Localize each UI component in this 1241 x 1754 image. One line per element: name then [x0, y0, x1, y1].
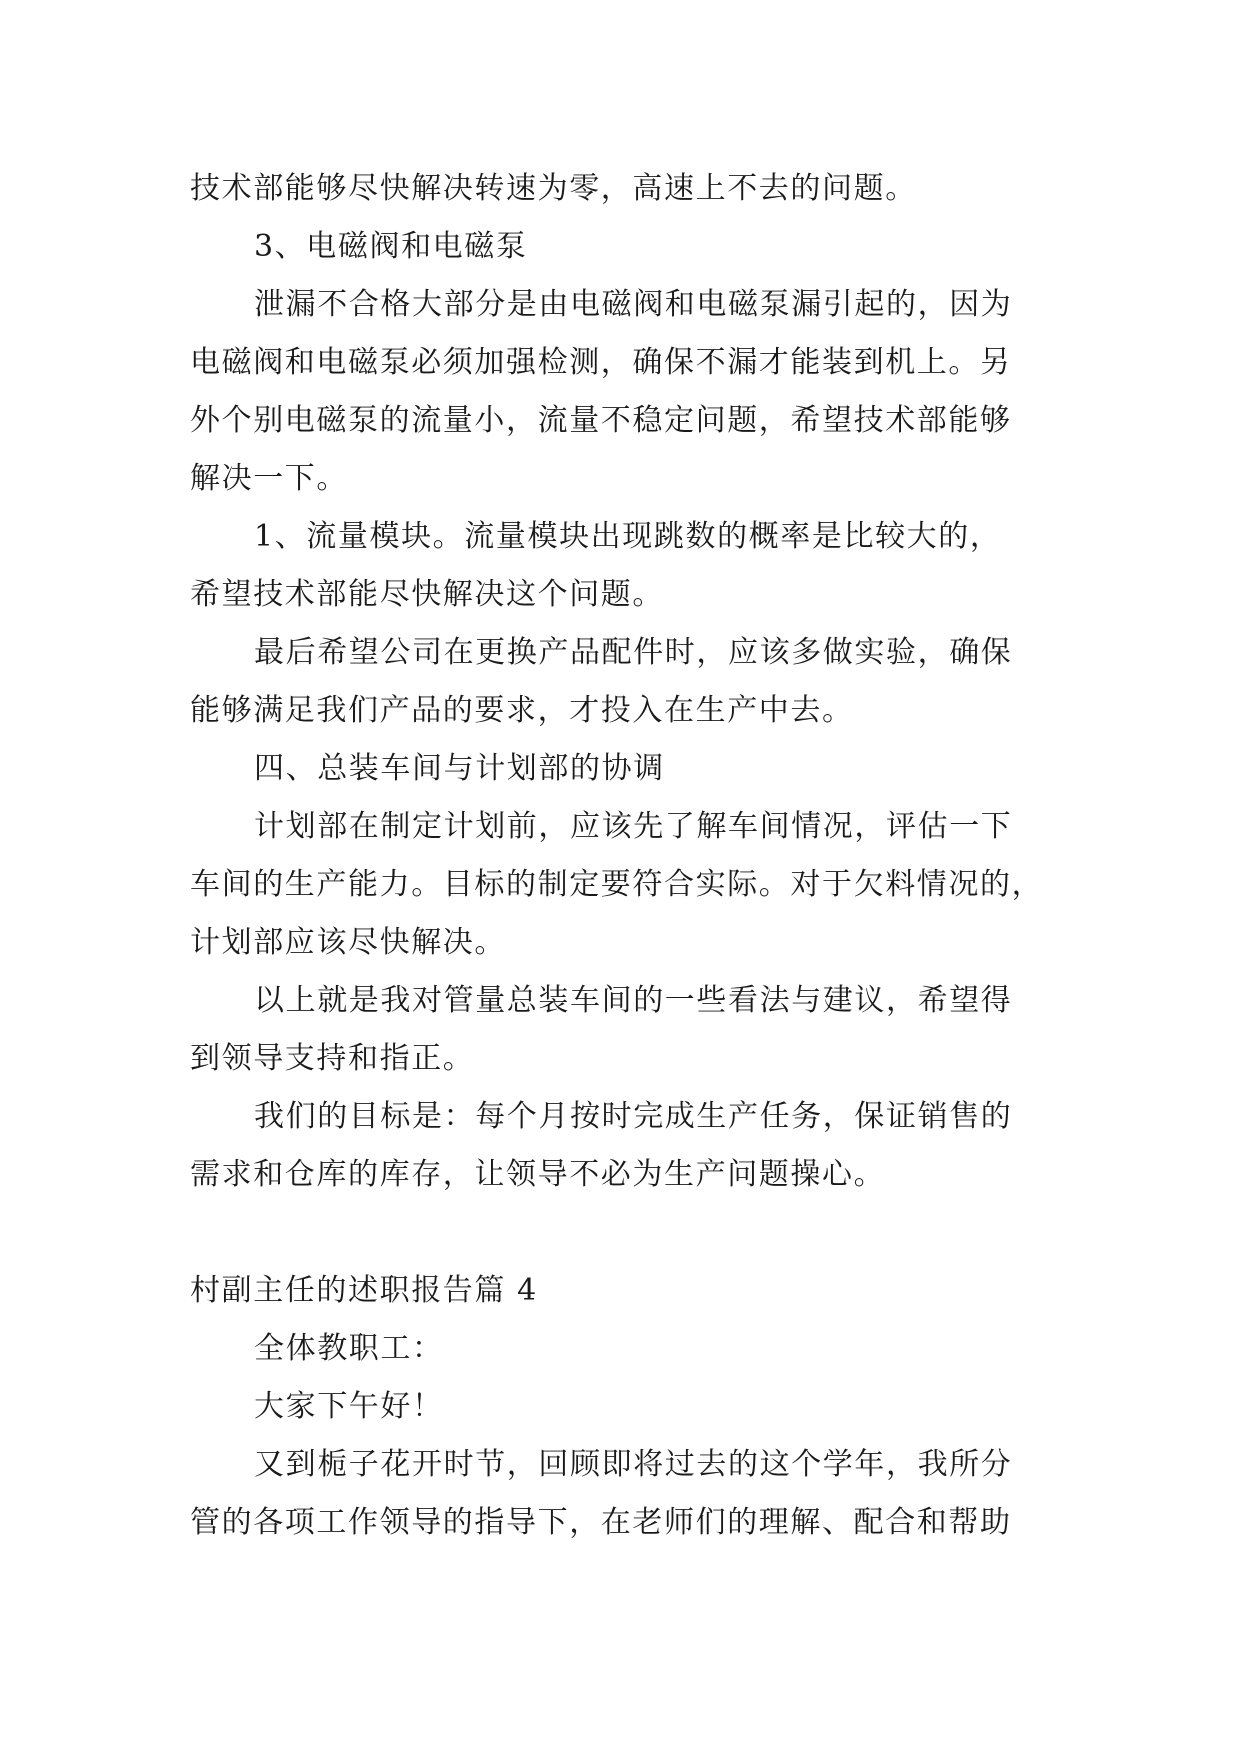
text-line: 3、电磁阀和电磁泵: [254, 229, 528, 264]
text-line: 外个别电磁泵的流量小，流量不稳定问题，希望技术部能够: [190, 403, 1012, 438]
text-line: 解决一下。: [190, 461, 348, 496]
text-line: 计划部在制定计划前，应该先了解车间情况，评估一下: [254, 809, 1013, 844]
document-page: [190, 160, 1052, 1552]
text-line: 希望技术部能尽快解决这个问题。: [190, 577, 664, 612]
text-line: 最后希望公司在更换产品配件时，应该多做实验，确保: [254, 635, 1013, 670]
body-text-block: [190, 160, 1052, 1204]
text-line: 泄漏不合格大部分是由电磁阀和电磁泵漏引起的，因为: [254, 287, 1013, 322]
text-line: 又到栀子花开时节，回顾即将过去的这个学年，我所分: [254, 1447, 1013, 1482]
text-line: 我们的目标是：每个月按时完成生产任务，保证销售的: [254, 1099, 1013, 1134]
text-line: 全体教职工：: [254, 1331, 444, 1366]
text-line: 1、流量模块。流量模块出现跳数的概率是比较大的，: [254, 519, 1002, 554]
text-line: 电磁阀和电磁泵必须加强检测，确保不漏才能装到机上。另: [190, 345, 1012, 380]
text-line: 车间的生产能力。目标的制定要符合实际。对于欠料情况的，: [190, 867, 1044, 902]
text-line: 到领导支持和指正。: [190, 1041, 475, 1076]
text-line: 计划部应该尽快解决。: [190, 925, 506, 960]
text-line: 管的各项工作领导的指导下，在老师们的理解、配合和帮助: [190, 1505, 1012, 1540]
text-line: 以上就是我对管量总装车间的一些看法与建议，希望得: [254, 983, 1013, 1018]
text-line: 大家下午好！: [254, 1389, 444, 1424]
body-text-block-2: [190, 1320, 1052, 1552]
section-heading: 村副主任的述职报告篇 4: [190, 1273, 538, 1308]
subheading-line: 四、总装车间与计划部的协调: [254, 751, 665, 786]
text-line: 能够满足我们产品的要求，才投入在生产中去。: [190, 693, 854, 728]
text-line: 需求和仓库的库存，让领导不必为生产问题操心。: [190, 1157, 886, 1192]
text-line: 技术部能够尽快解决转速为零，高速上不去的问题。: [190, 171, 917, 206]
